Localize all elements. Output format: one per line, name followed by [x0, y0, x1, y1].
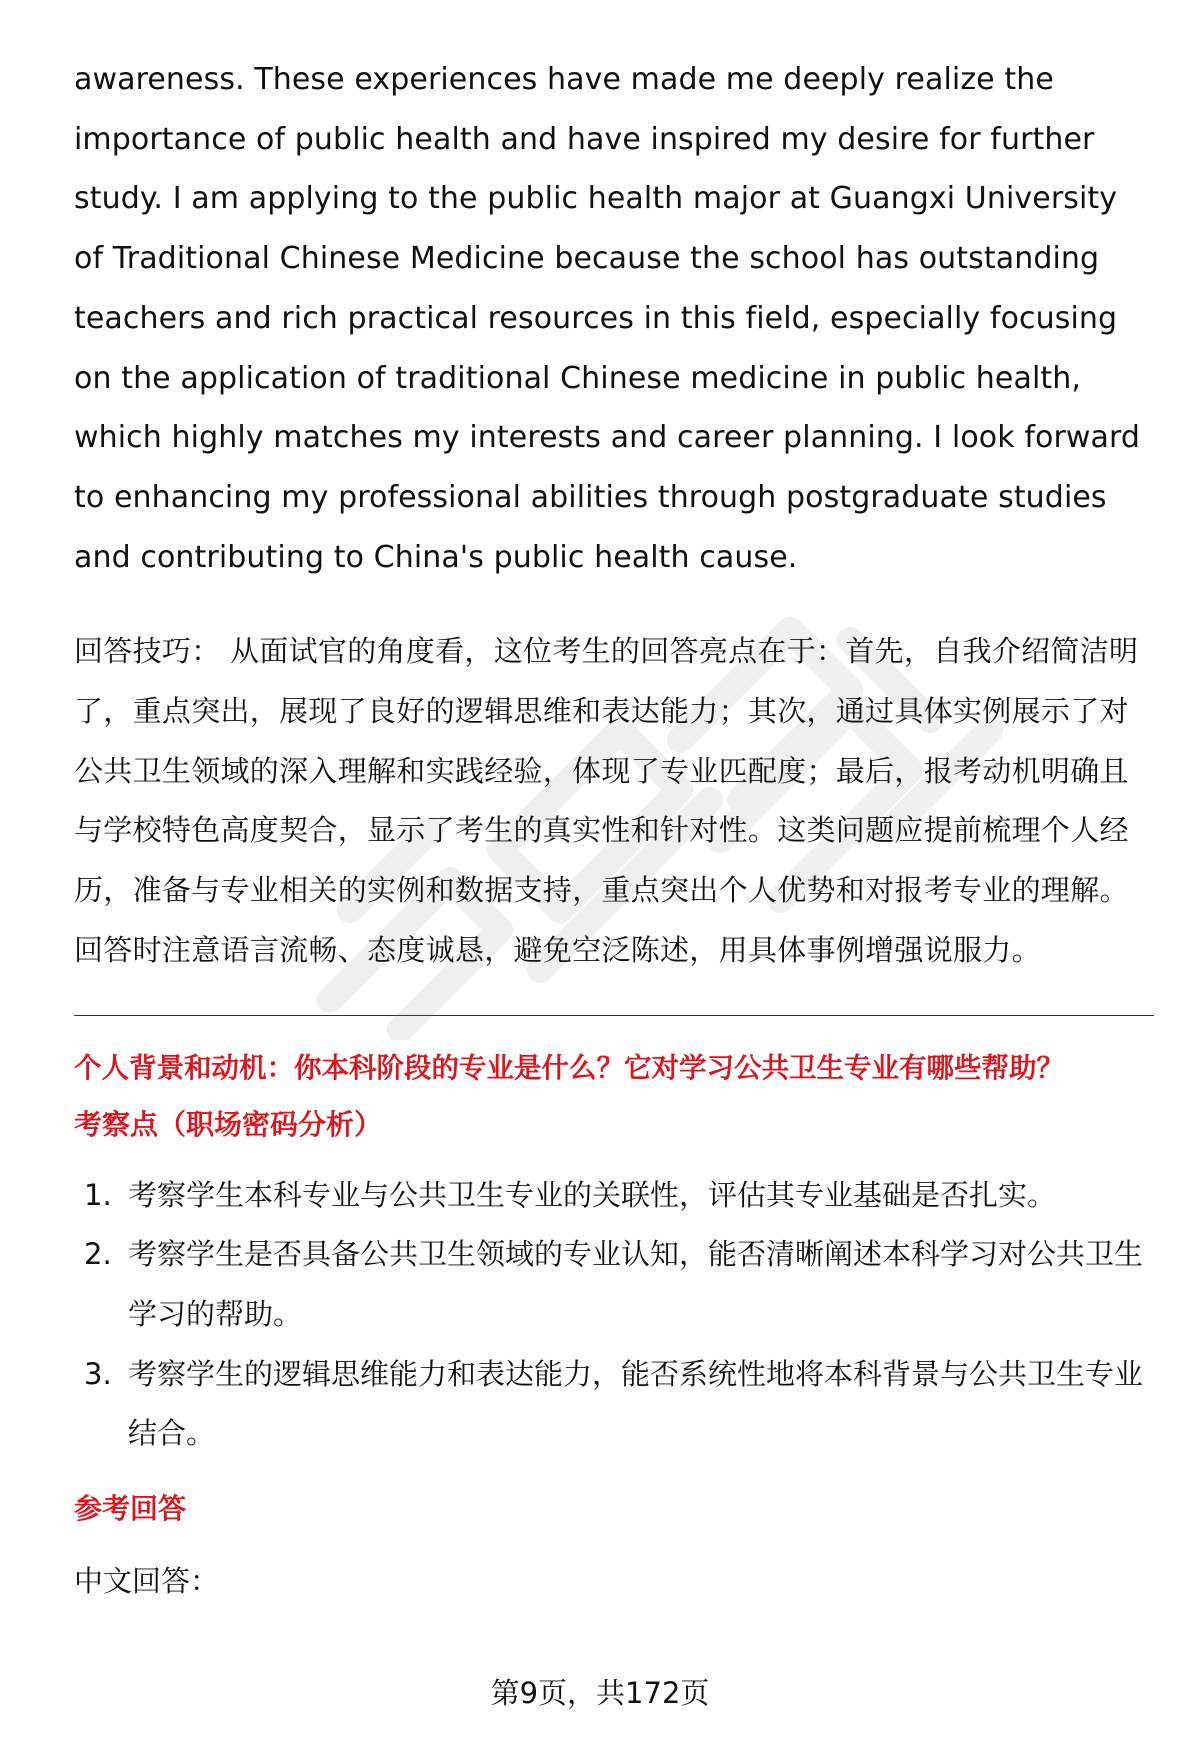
list-item-number: 2. [84, 1237, 112, 1272]
chinese-answer-label: 中文回答： [74, 1564, 220, 1599]
question-title: 个人背景和动机：你本科阶段的专业是什么？它对学习公共卫生专业有哪些帮助？ [74, 1051, 1064, 1084]
list-item-text: 考察学生本科专业与公共卫生专业的关联性，评估其专业基础是否扎实。 [128, 1177, 1057, 1212]
list-item-text: 考察学生是否具备公共卫生领域的专业认知，能否清晰阐述本科学习对公共卫生学习的帮助。 [128, 1237, 1144, 1331]
document-body [74, 50, 1154, 1601]
reference-answer-title: 参考回答 [74, 1492, 187, 1526]
list-item-number: 3. [84, 1356, 112, 1391]
focus-points-list [74, 1166, 1154, 1465]
list-item-number: 1. [84, 1177, 112, 1212]
english-answer-paragraph: awareness. These experiences have made me deeply realize the importance of public health and have inspired my desire for further study. I am applying to the public health major at Guangxi University of Traditional Chinese Medicine because the school has outstanding teachers and rich practical resources in this field, especially focusing on the application of traditional Chinese medicine in public health, which highly matches my interests and career planning. I look forward to enhancing my professional abilities through postgraduate studies and contributing to China's public health cause. [74, 62, 1141, 575]
focus-section-title: 考察点（职场密码分析） [74, 1107, 383, 1141]
page-footer: 第9页，共172页 [490, 1676, 710, 1710]
section-divider [74, 1015, 1154, 1016]
list-item-text: 考察学生的逻辑思维能力和表达能力，能否系统性地将本科背景与公共卫生专业结合。 [128, 1356, 1144, 1451]
answer-tips-paragraph: 回答技巧： 从面试官的角度看，这位考生的回答亮点在于：首先，自我介绍简洁明了，重点突出，展现了良好的逻辑思维和表达能力；其次，通过具体实例展示了对公共卫生领域的深入理解和实践经验，体现了专业匹配度；最后，报考动机明确且与学校特色高度契合，显示了考生的真实性和针对性。这类问题应提前梳理个人经历，准备与专业相关的实例和数据支持，重点突出个人优势和对报考专业的理解。回答时注意语言流畅、态度诚恳，避免空泛陈述，用具体事例增强说服力。 [74, 634, 1139, 967]
list-item [74, 1345, 1154, 1464]
list-item [74, 1166, 1154, 1226]
list-item [74, 1225, 1154, 1344]
